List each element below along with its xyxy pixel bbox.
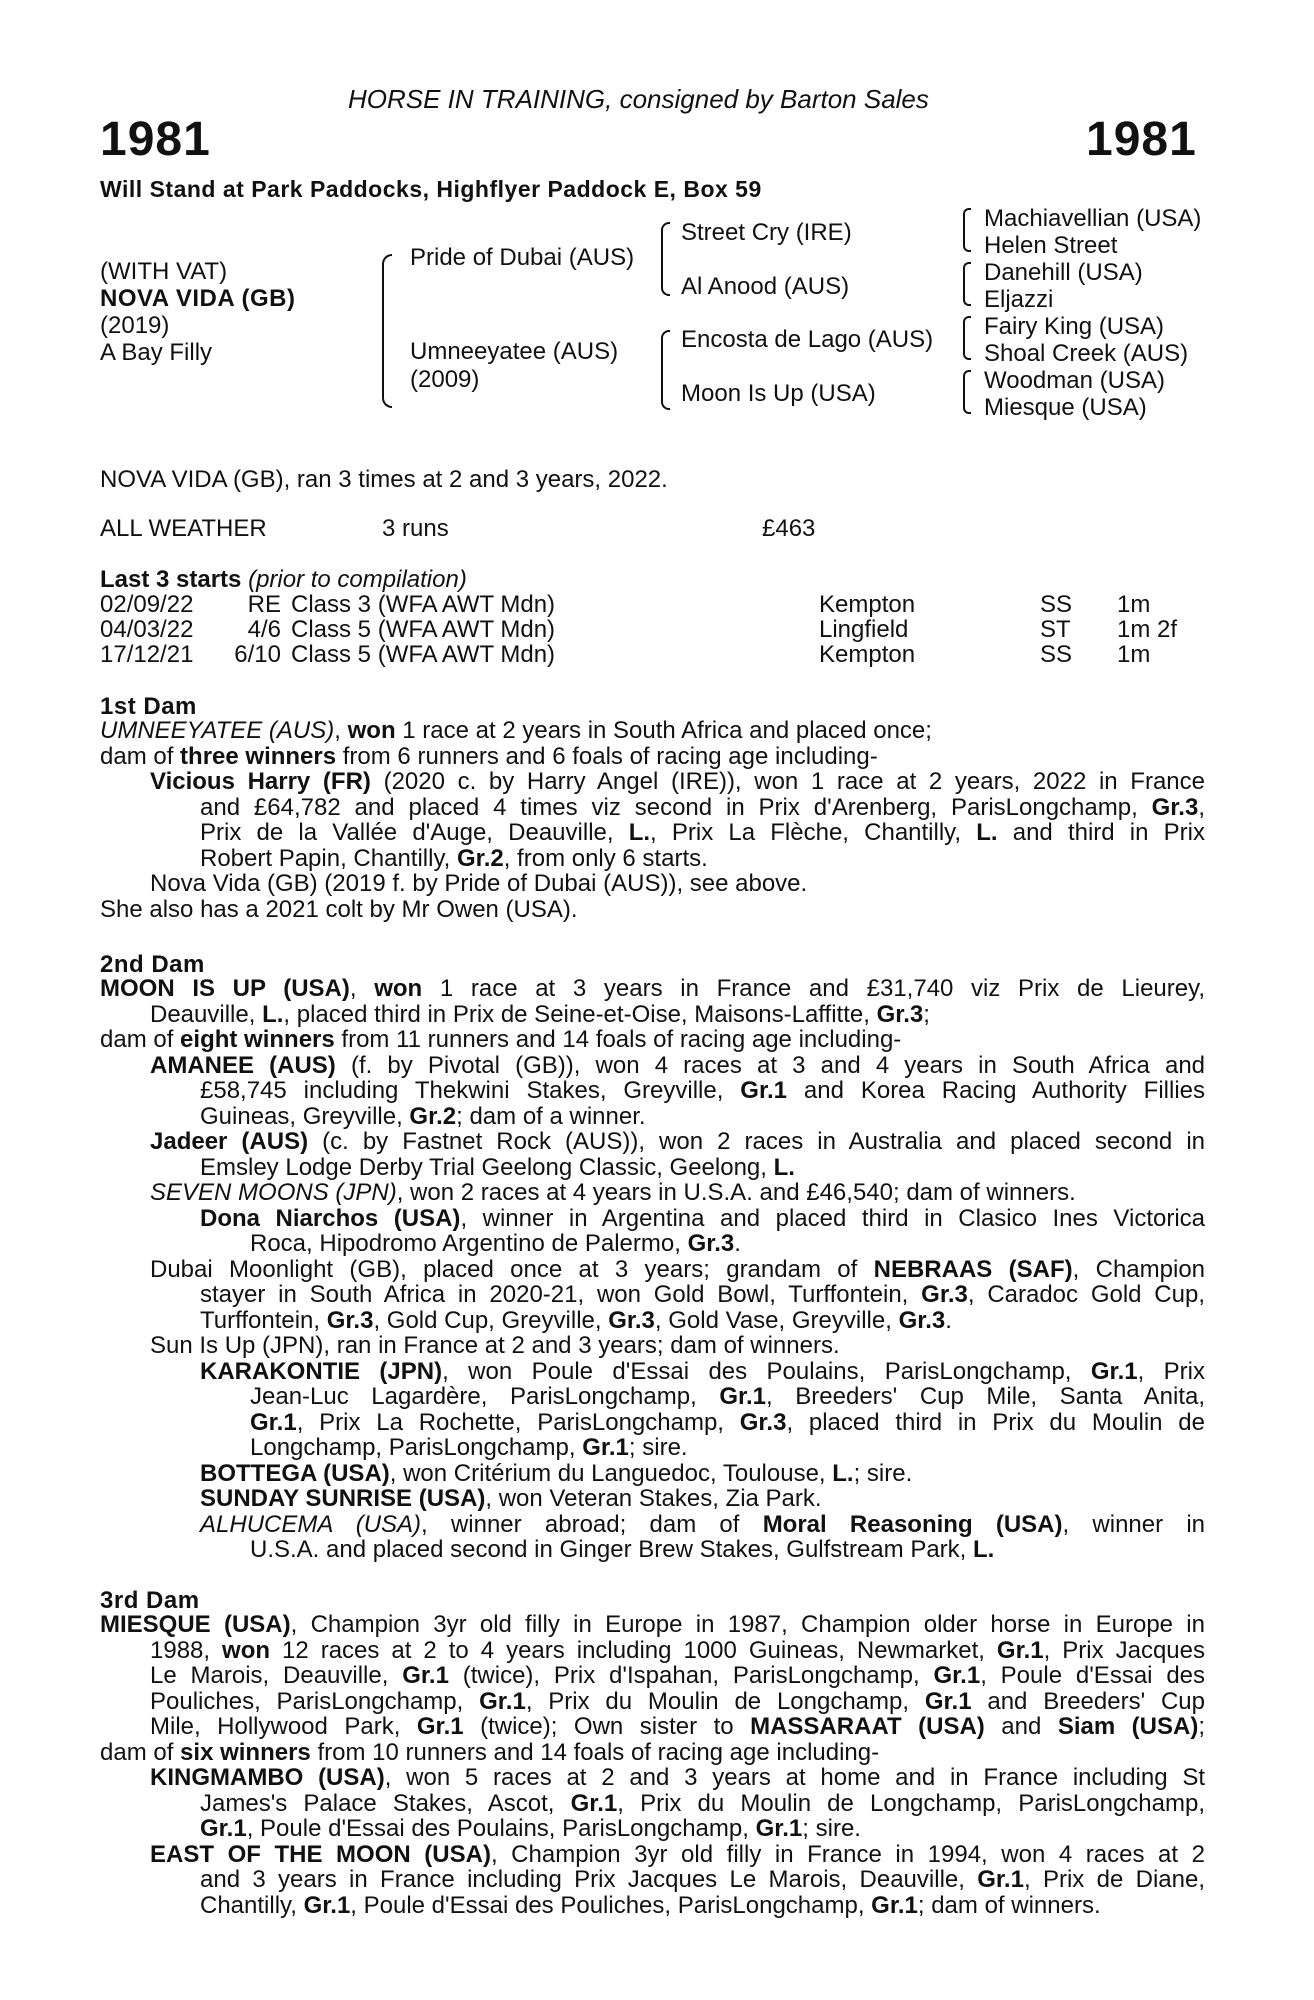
text: ;: [1198, 1713, 1206, 1740]
dam-line: [100, 1765, 1205, 1791]
start-distance: 1m: [1117, 641, 1151, 668]
horse-year: (2019): [100, 312, 170, 339]
dam-line: [100, 1002, 1205, 1028]
text: and £64,782 and placed 4 times viz second in Prix d'Arenberg, ParisLongchamp,: [200, 793, 1152, 821]
start-position: 4/6: [247, 616, 281, 643]
text: from 10 runners and 14 foals of racing age including-: [310, 1738, 880, 1766]
text: , won Critérium du Languedoc, Toulouse,: [389, 1459, 833, 1487]
dam-line: [100, 1155, 1205, 1181]
text: , won 5 races at 2 and 3 years at home and in France including St: [384, 1764, 1206, 1791]
dam-name: UMNEEYATEE (AUS): [100, 717, 335, 744]
text: Dubai Moonlight (GB), placed once at 3 years; grandam of: [150, 1255, 874, 1283]
text: , Gold Vase, Greyville,: [654, 1306, 899, 1334]
last-starts-heading: [100, 566, 467, 594]
text: Jean-Luc Lagardère, ParisLongchamp,: [250, 1383, 720, 1410]
text: £58,745 including Thekwini Stakes, Greyville,: [200, 1077, 741, 1104]
first-dam-text: [100, 718, 1205, 922]
start-date: 17/12/21: [100, 641, 194, 668]
text: ; dam of a winner.: [456, 1102, 646, 1130]
record-runs: 3 runs: [382, 515, 449, 542]
text: James's Palace Stakes, Ascot,: [200, 1789, 571, 1817]
brace-sd: [963, 262, 971, 306]
sibling-name: MASSARAAT (USA): [750, 1713, 985, 1740]
text: Pouliches, ParisLongchamp,: [150, 1687, 480, 1715]
text: Longchamp, ParisLongchamp,: [250, 1434, 583, 1461]
grade: Gr.2: [457, 844, 504, 872]
text: U.S.A. and placed second in Ginger Brew Stakes, Gulfstream Park,: [250, 1536, 973, 1563]
progeny-name: SUNDAY SUNRISE (USA): [200, 1485, 486, 1512]
grade: Gr.3: [608, 1306, 655, 1334]
dam-name: MIESQUE (USA): [100, 1611, 291, 1638]
dam-line: [100, 1053, 1205, 1079]
grade: Gr.3: [739, 1408, 787, 1436]
dam-line: [100, 718, 1205, 744]
dam-line: [100, 1461, 1205, 1487]
text: , won 2 races at 4 years in U.S.A. and £46,540; dam of winners.: [396, 1179, 1076, 1206]
text: stayer in South Africa in 2020-21, won Gold Bowl, Turffontein,: [200, 1281, 922, 1308]
record-earnings: £463: [762, 515, 816, 542]
start-date: 04/03/22: [100, 616, 194, 643]
grade: L.: [973, 1536, 995, 1563]
text: (twice), Prix d'Ispahan, ParisLongchamp,: [448, 1662, 934, 1689]
horse-name: NOVA VIDA (GB): [100, 285, 296, 312]
sire-dam-dam: Eljazzi: [984, 286, 1054, 313]
text: 1988,: [150, 1636, 223, 1664]
text: 1 race at 3 years in France and £31,740 viz Prix de Lieurey,: [422, 975, 1205, 1002]
brace-sire: [661, 222, 670, 296]
start-date: 02/09/22: [100, 591, 194, 618]
grade: Gr.1: [996, 1636, 1044, 1664]
dam-line: [100, 1689, 1205, 1715]
text: ;: [923, 1000, 930, 1028]
grade: Gr.1: [933, 1662, 981, 1689]
progeny-name: Dona Niarchos (USA): [200, 1204, 461, 1232]
grade: Gr.1: [250, 1408, 297, 1436]
progeny-name: Jadeer (AUS): [150, 1128, 309, 1155]
brace-main: [382, 254, 392, 408]
dam-line: [100, 1537, 1205, 1563]
grade: Gr.1: [871, 1891, 918, 1919]
text: and third in Prix: [997, 819, 1205, 846]
grade: Gr.1: [740, 1077, 787, 1104]
text: 12 races at 2 to 4 years including 1000 Guineas, Newmarket,: [270, 1636, 997, 1664]
sire-sire: Street Cry (IRE): [681, 219, 852, 246]
grade: Gr.1: [479, 1687, 526, 1715]
text: 1 race at 2 years in South Africa and placed once;: [395, 717, 932, 744]
dam-sire-sire: Fairy King (USA): [984, 313, 1165, 340]
text: Nova Vida (GB) (2019 f. by Pride of Dubai (AUS)), see above.: [150, 870, 808, 897]
text: and Breeders' Cup: [971, 1687, 1205, 1715]
text: dam of: [100, 1738, 181, 1766]
dam-dam-sire: Woodman (USA): [984, 367, 1165, 394]
progeny-name: NEBRAAS (SAF): [873, 1255, 1073, 1283]
stand-location: Will Stand at Park Paddocks, Highflyer Paddock E, Box 59: [100, 176, 762, 202]
dam-line: [100, 1486, 1205, 1512]
third-dam-heading: 3rd Dam: [100, 1587, 200, 1614]
dam-line: [100, 897, 1205, 923]
grade: Gr.3: [921, 1281, 968, 1308]
dam-line: [100, 1129, 1205, 1155]
start-going: SS: [1040, 641, 1073, 668]
text: , won Veteran Stakes, Zia Park.: [485, 1485, 822, 1512]
dam-line: [100, 1206, 1205, 1232]
text: , Champion: [1072, 1255, 1206, 1283]
progeny-name: EAST OF THE MOON (USA): [150, 1840, 491, 1868]
winner-count: three winners: [180, 742, 337, 770]
text: Prix de la Vallée d'Auge, Deauville,: [200, 819, 629, 846]
dam-year: (2009): [410, 366, 480, 393]
dam-dam: Moon Is Up (USA): [681, 380, 876, 407]
text: , Prix du Moulin de Longchamp, ParisLongchamp,: [617, 1789, 1206, 1817]
text: Turffontein,: [200, 1306, 327, 1334]
text: from 11 runners and 14 foals of racing age including-: [334, 1026, 902, 1053]
grade: L.: [628, 819, 651, 846]
dam-line: [100, 1663, 1205, 1689]
dam-line: [100, 1816, 1205, 1842]
sire-name: Pride of Dubai (AUS): [410, 244, 635, 271]
text: Emsley Lodge Derby Trial Geelong Classic, Geelong,: [200, 1153, 774, 1181]
third-dam-text: [100, 1612, 1205, 1918]
dam-sire: Encosta de Lago (AUS): [681, 326, 934, 353]
grade: Gr.3: [326, 1306, 374, 1334]
dam-line: [100, 1893, 1205, 1919]
text: , Prix de Diane,: [1023, 1866, 1205, 1893]
text: , Prix La Rochette, ParisLongchamp,: [296, 1408, 740, 1436]
dam-line: [100, 1714, 1205, 1740]
text: , Prix: [1137, 1357, 1206, 1385]
grade: Gr.1: [719, 1383, 767, 1410]
text: , Prix La Flèche, Chantilly,: [650, 819, 977, 846]
sibling-name: Siam (USA): [1057, 1713, 1199, 1740]
progeny-name: KINGMAMBO (USA): [150, 1764, 385, 1791]
grade: Gr.2: [409, 1102, 457, 1130]
last-starts-title: Last 3 starts: [100, 566, 242, 593]
start-race: Class 5 (WFA AWT Mdn): [291, 616, 556, 643]
start-going: ST: [1040, 616, 1071, 643]
dam-name: MOON IS UP (USA): [100, 975, 350, 1002]
first-dam-heading: 1st Dam: [100, 693, 197, 720]
dam-line: [100, 1867, 1205, 1893]
dam-line: [100, 1282, 1205, 1308]
text: (f. by Pivotal (GB)), won 4 races at 3 and 4 years in South Africa and: [335, 1051, 1206, 1079]
text: , placed third in Prix de Seine-et-Oise, Maisons-Laffitte,: [283, 1000, 877, 1028]
brace-dd: [963, 370, 971, 414]
last-starts-note: (prior to compilation): [248, 566, 467, 593]
text: , placed third in Prix du Moulin de: [786, 1408, 1205, 1436]
grade: Gr.1: [416, 1713, 464, 1740]
text: , Poule d'Essai des: [980, 1662, 1206, 1689]
dam-line: [100, 769, 1205, 795]
text: Chantilly,: [200, 1891, 304, 1919]
text: from 6 runners and 6 foals of racing age including-: [336, 742, 878, 770]
dam-line: [100, 1027, 1205, 1053]
text: She also has a 2021 colt by Mr Owen (USA).: [100, 895, 578, 923]
dam-line: [100, 1791, 1205, 1817]
dam-dam-dam: Miesque (USA): [984, 394, 1147, 421]
dam-line: [100, 1435, 1205, 1461]
sire-sire-dam: Helen Street: [984, 232, 1118, 259]
progeny-name: ALHUCEMA (USA): [200, 1510, 422, 1538]
text: ; dam of winners.: [917, 1891, 1101, 1919]
dam-line: [100, 846, 1205, 872]
text: Guineas, Greyville,: [200, 1102, 410, 1130]
brace-ss: [963, 208, 971, 252]
text: and Korea Racing Authority Fillies: [787, 1077, 1205, 1104]
dam-line: [100, 1308, 1205, 1334]
lot-number-left: 1981: [100, 113, 211, 166]
text: ; sire.: [802, 1815, 861, 1842]
start-race: Class 3 (WFA AWT Mdn): [291, 591, 556, 618]
text: , from only 6 starts.: [503, 844, 708, 872]
dam-sire-dam: Shoal Creek (AUS): [984, 340, 1189, 367]
grade: Gr.1: [303, 1891, 351, 1919]
grade: Gr.3: [687, 1230, 735, 1257]
dam-line: [100, 795, 1205, 821]
dam-line: [100, 1257, 1205, 1283]
dam-line: [100, 1104, 1205, 1130]
grade: L.: [832, 1459, 854, 1487]
text: (2020 c. by Harry Angel (IRE)), won 1 race at 2 years, 2022 in France: [370, 768, 1205, 795]
text: Robert Papin, Chantilly,: [200, 844, 458, 872]
text: Sun Is Up (JPN), ran in France at 2 and 3 years; dam of winners.: [150, 1332, 840, 1359]
text: (c. by Fastnet Rock (AUS)), won 2 races in Australia and placed second in: [308, 1128, 1205, 1155]
progeny-name: SEVEN MOONS (JPN): [150, 1179, 397, 1206]
text: , winner in: [1062, 1510, 1206, 1538]
dam-line: [100, 1612, 1205, 1638]
dam-line: [100, 976, 1205, 1002]
dam-line: [100, 820, 1205, 846]
grade: Gr.1: [582, 1434, 629, 1461]
text: dam of: [100, 1026, 181, 1053]
start-going: SS: [1040, 591, 1073, 618]
brace-dam: [661, 330, 670, 410]
progeny-name: Moral Reasoning (USA): [762, 1510, 1063, 1538]
text: , Caradoc Gold Cup,: [967, 1281, 1206, 1308]
text: ; sire.: [853, 1459, 913, 1487]
grade: Gr.1: [755, 1815, 803, 1842]
text: .: [945, 1306, 952, 1334]
sire-sire-sire: Machiavellian (USA): [984, 205, 1202, 232]
grade: Gr.1: [924, 1687, 972, 1715]
brace-ds: [963, 316, 971, 360]
grade: Gr.1: [402, 1662, 449, 1689]
dam-line: [100, 1231, 1205, 1257]
progeny-name: Vicious Harry (FR): [150, 768, 371, 795]
second-dam-text: [100, 976, 1205, 1563]
start-distance: 1m 2f: [1117, 616, 1178, 643]
grade: Gr.3: [1151, 793, 1199, 821]
consignment-line: HORSE IN TRAINING, consigned by Barton Sales: [348, 84, 929, 114]
text: , Poule d'Essai des Pouliches, ParisLongchamp,: [350, 1891, 872, 1919]
start-race: Class 5 (WFA AWT Mdn): [291, 641, 556, 668]
text: , winner abroad; dam of: [421, 1510, 763, 1538]
text: (twice); Own sister to: [463, 1713, 751, 1740]
lot-number-right: 1981: [1086, 113, 1197, 166]
text: Le Marois, Deauville,: [150, 1662, 403, 1689]
sire-dam-sire: Danehill (USA): [984, 259, 1143, 286]
grade: Gr.1: [570, 1789, 618, 1817]
won-label: won: [374, 975, 423, 1002]
text: ; sire.: [628, 1434, 688, 1461]
race-summary: NOVA VIDA (GB), ran 3 times at 2 and 3 years, 2022.: [100, 466, 668, 493]
dam-line: [100, 1638, 1205, 1664]
text: and 3 years in France including Prix Jacques Le Marois, Deauville,: [200, 1866, 978, 1893]
dam-line: [100, 1078, 1205, 1104]
dam-line: [100, 1384, 1205, 1410]
text: dam of: [100, 742, 181, 770]
dam-line: [100, 1842, 1205, 1868]
dam-line: [100, 1740, 1205, 1766]
grade: L.: [773, 1153, 795, 1181]
record-surface: ALL WEATHER: [100, 515, 267, 542]
progeny-name: KARAKONTIE (JPN): [200, 1357, 443, 1385]
progeny-name: AMANEE (AUS): [150, 1051, 336, 1079]
grade: Gr.1: [977, 1866, 1024, 1893]
start-position: RE: [247, 591, 281, 618]
dam-line: [100, 1333, 1205, 1359]
text: , Champion 3yr old filly in Europe in 1987, Champion older horse in Europe in: [290, 1611, 1205, 1638]
text: .: [734, 1230, 741, 1257]
won-label: won: [222, 1636, 271, 1664]
grade: L.: [262, 1000, 284, 1028]
text: Roca, Hipodromo Argentino de Palermo,: [250, 1230, 688, 1257]
dam-line: [100, 744, 1205, 770]
text: , Breeders' Cup Mile, Santa Anita,: [766, 1383, 1206, 1410]
text: , won Poule d'Essai des Poulains, ParisLongchamp,: [442, 1357, 1091, 1385]
text: , Gold Cup, Greyville,: [373, 1306, 609, 1334]
vat-note: (WITH VAT): [100, 258, 228, 285]
text: , Prix Jacques: [1043, 1636, 1205, 1664]
start-course: Lingfield: [819, 616, 909, 643]
winner-count: eight winners: [180, 1026, 335, 1053]
dam-line: [100, 1359, 1205, 1385]
horse-description: A Bay Filly: [100, 339, 213, 366]
dam-line: [100, 1410, 1205, 1436]
text: and: [984, 1713, 1058, 1740]
dam-line: [100, 871, 1205, 897]
text: ,: [349, 975, 375, 1002]
dam-line: [100, 1512, 1205, 1538]
text: , winner in Argentina and placed third in Clasico Ines Victorica: [460, 1204, 1206, 1232]
start-course: Kempton: [819, 591, 916, 618]
dam-line: [100, 1180, 1205, 1206]
grade: Gr.1: [200, 1815, 247, 1842]
text: ,: [334, 717, 348, 744]
dam-name: Umneeyatee (AUS): [410, 338, 619, 365]
start-distance: 1m: [1117, 591, 1151, 618]
grade: L.: [976, 819, 998, 846]
won-label: won: [347, 717, 396, 744]
text: Deauville,: [150, 1000, 263, 1028]
text: , Prix du Moulin de Longchamp,: [525, 1687, 925, 1715]
text: , Champion 3yr old filly in France in 1994, won 4 races at 2: [490, 1840, 1205, 1868]
second-dam-heading: 2nd Dam: [100, 951, 205, 978]
sire-dam: Al Anood (AUS): [681, 273, 850, 300]
start-position: 6/10: [234, 641, 281, 668]
winner-count: six winners: [180, 1738, 311, 1766]
text: , Poule d'Essai des Poulains, ParisLongchamp,: [246, 1815, 756, 1842]
grade: Gr.3: [876, 1000, 924, 1028]
start-course: Kempton: [819, 641, 916, 668]
grade: Gr.1: [1090, 1357, 1138, 1385]
grade: Gr.3: [898, 1306, 946, 1334]
progeny-name: BOTTEGA (USA): [200, 1459, 390, 1487]
text: Mile, Hollywood Park,: [150, 1713, 417, 1740]
text: ,: [1198, 793, 1205, 821]
